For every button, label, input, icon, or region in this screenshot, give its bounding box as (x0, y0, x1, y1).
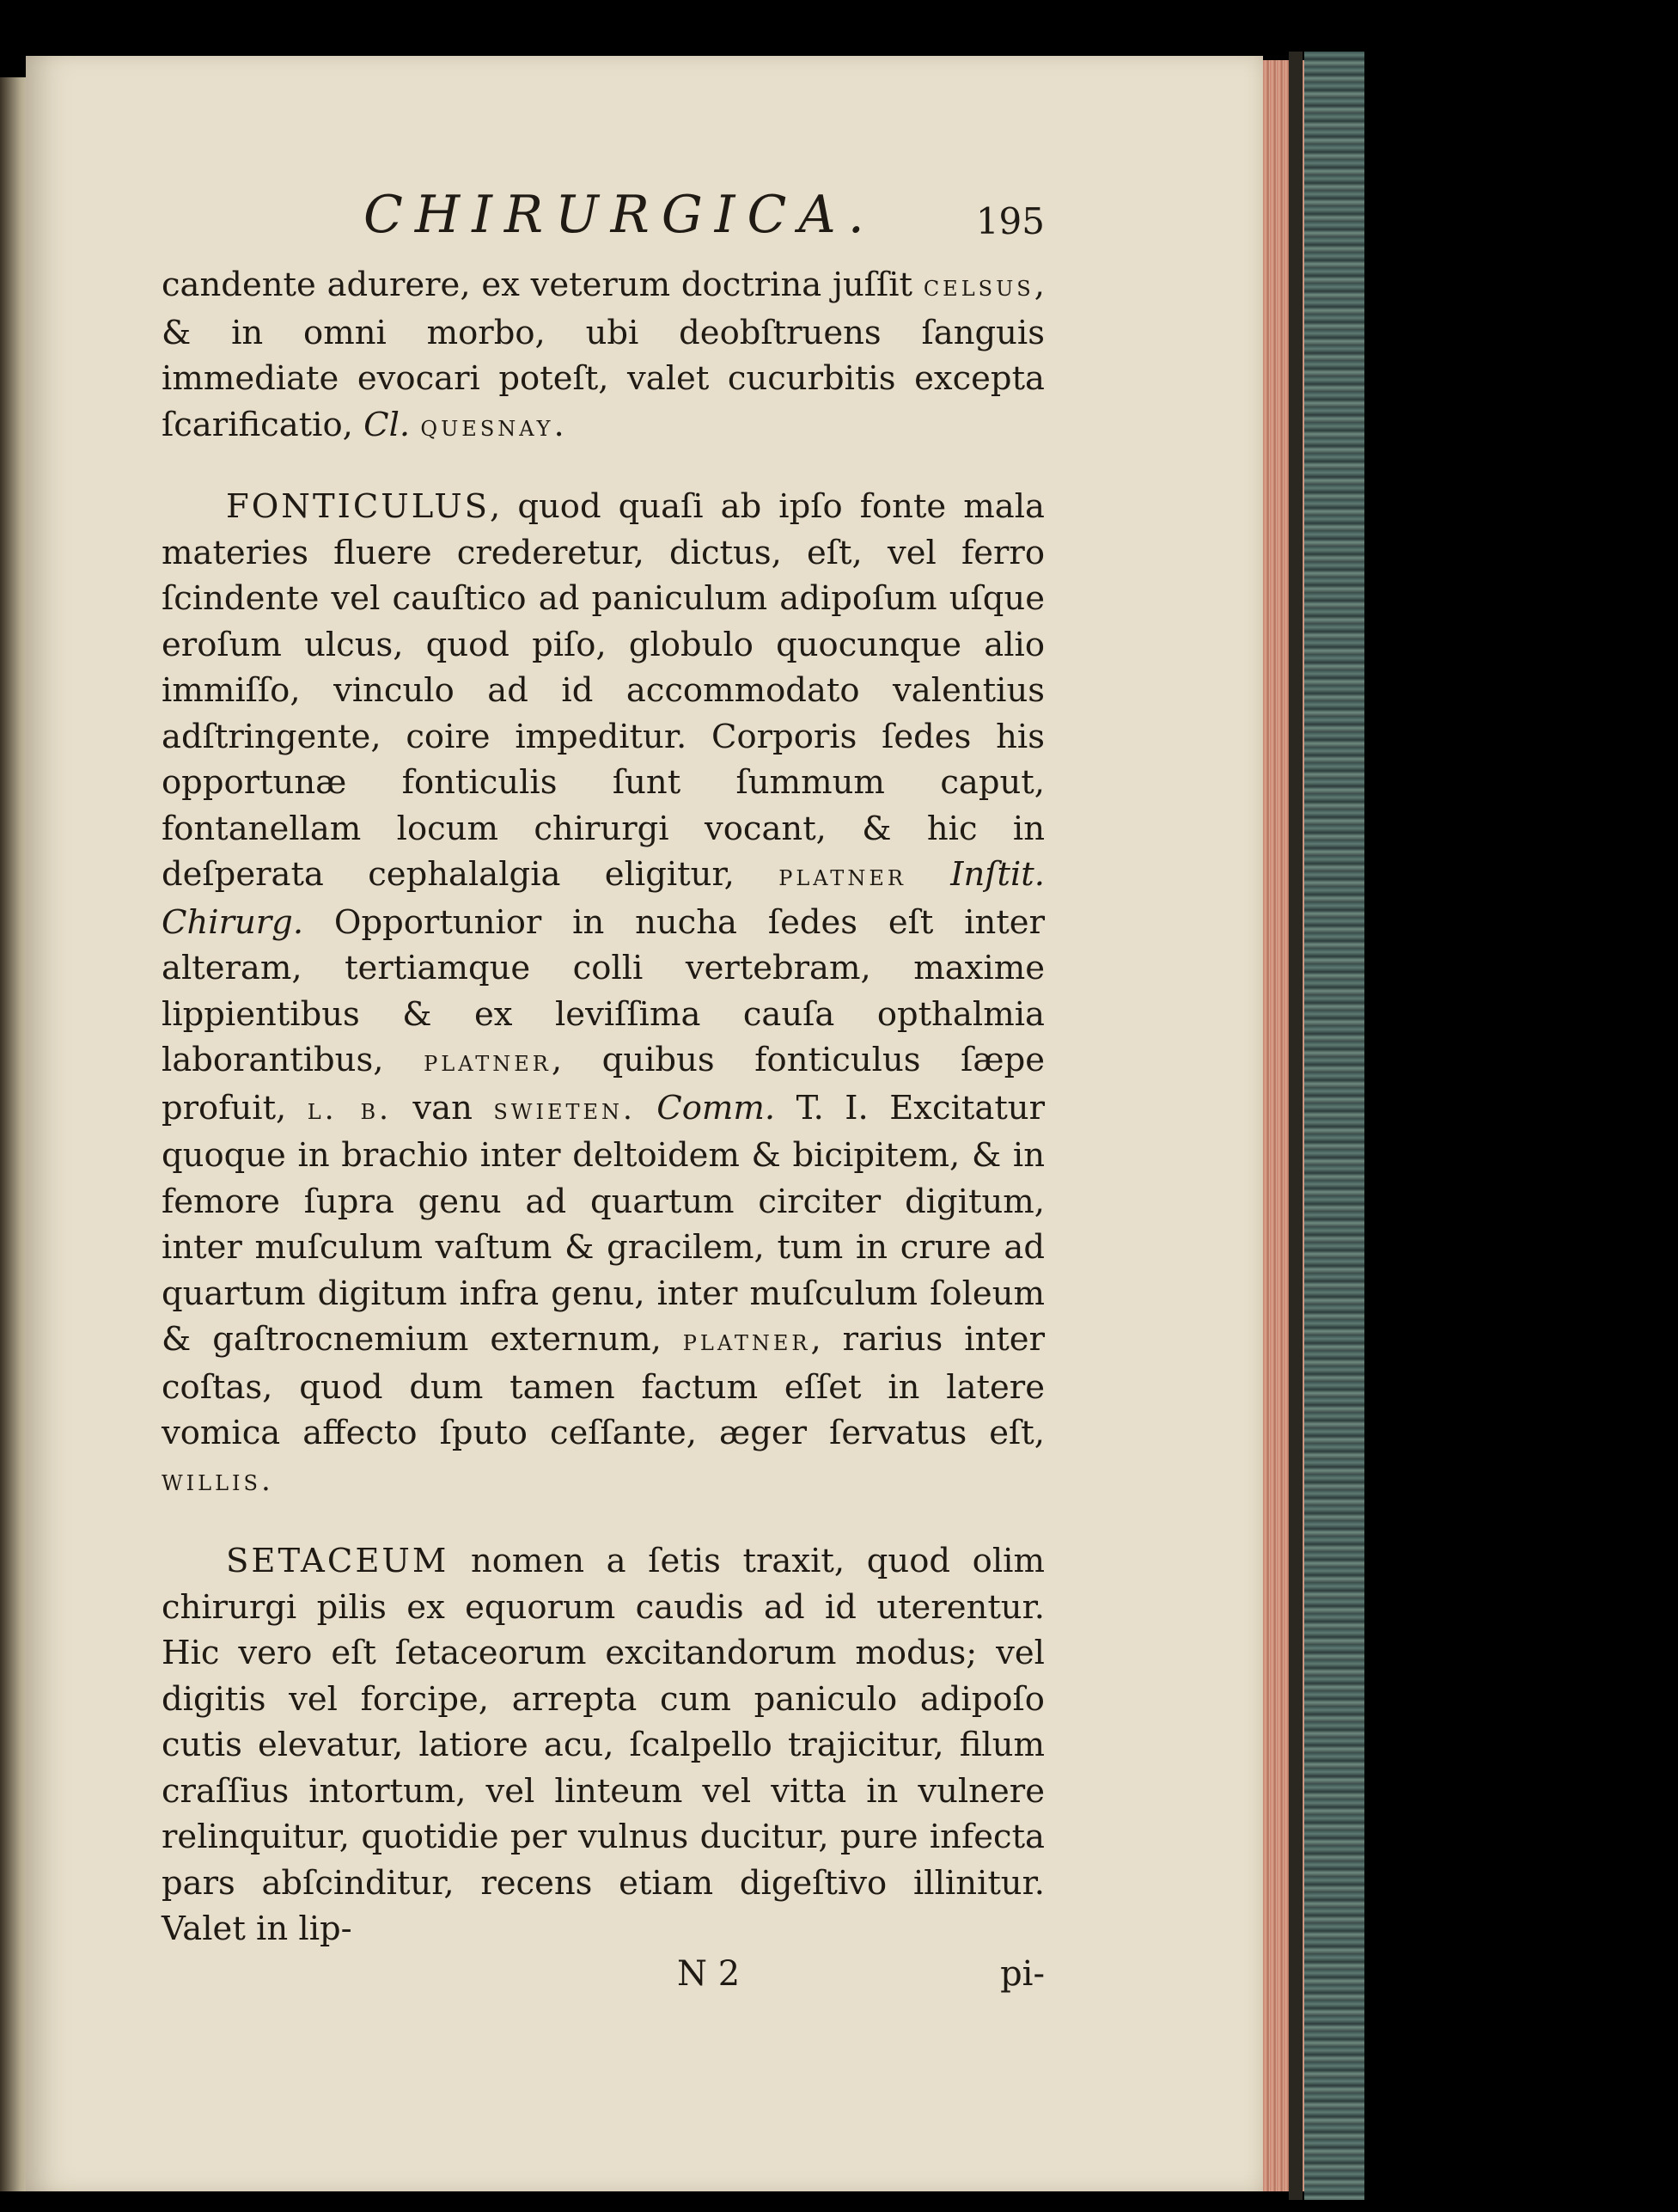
book-cover-marbled (1304, 52, 1364, 2200)
citation-institutiones: Inſtit. Chirurg. (162, 855, 1045, 942)
author-platner: platner (682, 1323, 811, 1358)
paragraph-setaceum (162, 1538, 1045, 1952)
author-swieten: swieten. (493, 1091, 636, 1127)
author-platner: platner (424, 1044, 552, 1079)
paragraph-opening (162, 262, 1045, 449)
running-head (162, 185, 1045, 262)
text-run (906, 855, 950, 894)
section-head-fonticulus: FONTICULUS (226, 487, 491, 526)
text-run: , rarius inter coſtas, quod dum tamen factum eſſet in latere vomica affecto ſputo ceſſante, æger ſervatus eſt, (162, 1320, 1045, 1452)
text-run (636, 1089, 656, 1127)
abbrev-cl: Cl. (363, 405, 411, 444)
catchword: pi- (1000, 1953, 1045, 1994)
text-run: Opportunior in nucha ſedes eſt inter alteram, tertiamque colli vertebram, maxime lippientibus & ex leviſſima cauſa opthalmia laborantibus, (162, 902, 1045, 1079)
author-initials: l. b. (307, 1091, 392, 1127)
text-run: , quod quaſi ab ipſo fonte mala materies fluere crederetur, dictus, eſt, vel ferro ſcindente vel cauſtico ad paniculum adipoſum uſque eroſum ulcus, quod piſo, globulo quocunque alio immiſſo, vinculo ad id accommodato valentius adſtringente, coire impeditur. Corporis ſedes his opportunæ fonticulis ſunt ſummum caput, fontanellam locum chirurgi vocant, & hic in deſperata cephalalgia eligitur, (162, 487, 1045, 894)
text-run: T. I. Excitatur quoque in brachio inter deltoidem & bicipitem, & in femore ſupra genu ad quartum circiter digitum, inter muſculum vaſtum & gracilem, tum in crure ad quartum digitum infra genu, inter muſculum ſoleum & gaſtrocnemium externum, (162, 1088, 1045, 1359)
section-head-setaceum: SETACEUM (226, 1542, 449, 1580)
text-run: nomen a ſetis traxit, quod olim chirurgi pilis ex equorum caudis ad id uterentur. Hic vero eſt ſetaceorum excitandorum modus; vel digitis vel forcipe, arrepta cum paniculo adipoſo cutis elevatur, latiore acu, ſcalpello trajicitur, filum craſſius intortum, vel linteum vel vitta in vulnere relinquitur, quotidie per vulnus ducitur, pure infecta pars abſcinditur, recens etiam digeſtivo illinitur. Valet in lip- (162, 1542, 1045, 1948)
text-block (162, 185, 1045, 2006)
page-number: 195 (975, 200, 1045, 242)
running-head-title: CHIRURGICA. (363, 185, 876, 245)
signature-mark: N 2 (677, 1953, 741, 1994)
text-run (410, 406, 420, 444)
author-quesnay: quesnay (420, 408, 554, 443)
text-run: . (553, 405, 564, 444)
author-willis: willis. (162, 1463, 274, 1498)
author-platner: platner (778, 859, 906, 893)
text-run: candente adurere, ex veterum doctrina juſſit (162, 266, 924, 304)
text-run: van (391, 1088, 494, 1127)
paragraph-fonticulus (162, 484, 1045, 1504)
text-run: , quibus fonticulus ſæpe profuit, (162, 1041, 1046, 1127)
author-celsus: celsus (923, 269, 1034, 303)
text-run: , & in omni morbo, ubi deobſtruens ſanguis immediate evocari poteſt, valet cucurbitis excepta ſcarificatio, (162, 266, 1045, 444)
cover-inner-edge (1289, 52, 1303, 2200)
page-footer (162, 1954, 1045, 2006)
citation-commentaria: Comm. (656, 1088, 776, 1127)
